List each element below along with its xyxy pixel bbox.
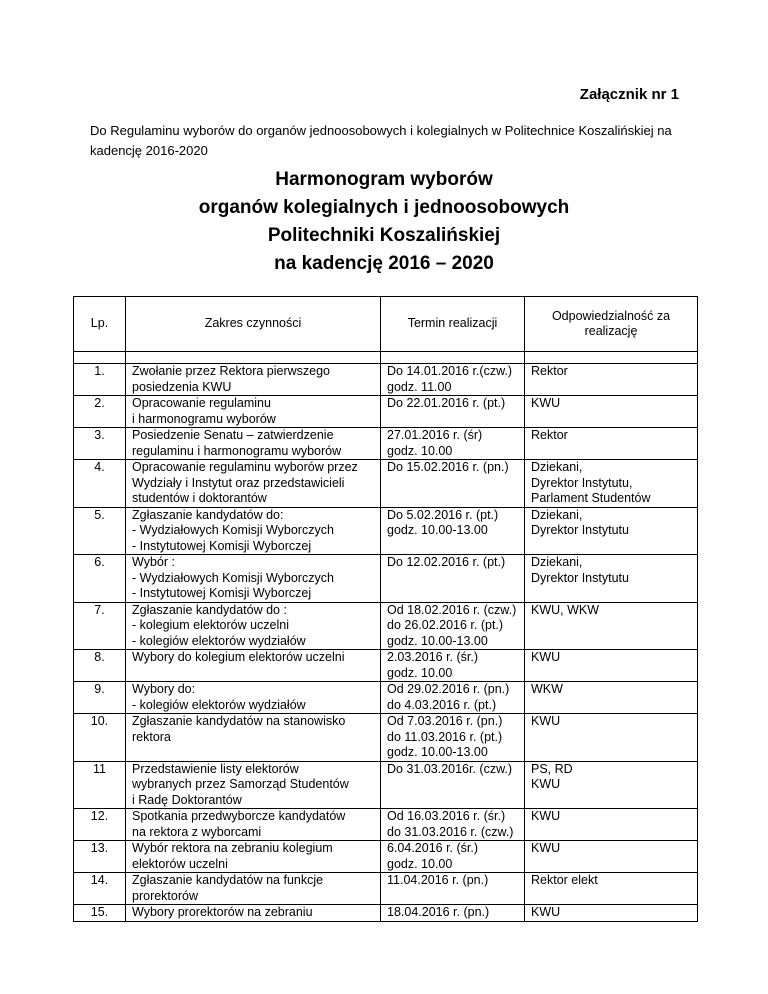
row-number: 4. — [74, 460, 126, 508]
row-task: Wybór : - Wydziałowych Komisji Wyborczych - Instytutowej Komisji Wyborczej — [126, 555, 381, 603]
header-responsibility: Odpowiedzialność za realizację — [525, 297, 698, 352]
row-date: Od 16.03.2016 r. (śr.) do 31.03.2016 r. (czw.) — [381, 809, 525, 841]
title-line: Harmonogram wyborów — [275, 169, 493, 190]
table-row — [74, 714, 698, 762]
row-task: Zgłaszanie kandydatów do : - kolegium elektorów uczelni - kolegiów elektorów wydziałów — [126, 602, 381, 650]
row-number: 14. — [74, 873, 126, 905]
row-number: 13. — [74, 841, 126, 873]
table-row — [74, 428, 698, 460]
header-date: Termin realizacji — [381, 297, 525, 352]
table-row — [74, 602, 698, 650]
table-row — [74, 761, 698, 809]
title-line: Politechniki Koszalińskiej — [267, 225, 501, 246]
row-number: 5. — [74, 507, 126, 555]
table-row — [74, 682, 698, 714]
row-number: 11 — [74, 761, 126, 809]
row-responsibility: Rektor — [525, 428, 698, 460]
document-subtitle: Do Regulaminu wyborów do organów jednoosobowych i kolegialnych w Politechnice Koszalińskiej na kadencję 2016-2020 — [90, 123, 672, 158]
title-line: na kadencję 2016 – 2020 — [274, 253, 494, 274]
row-task: Zgłaszanie kandydatów na funkcje prorektorów — [126, 873, 381, 905]
row-responsibility: PS, RD KWU — [525, 761, 698, 809]
row-task: Wybory do: - kolegiów elektorów wydziałów — [126, 682, 381, 714]
row-responsibility: KWU — [525, 841, 698, 873]
row-task: Spotkania przedwyborcze kandydatów na rektora z wyborcami — [126, 809, 381, 841]
row-responsibility: KWU — [525, 905, 698, 922]
row-responsibility: KWU — [525, 714, 698, 762]
header-task: Zakres czynności — [126, 297, 381, 352]
title-line: organów kolegialnych i jednoosobowych — [198, 197, 570, 218]
row-task: Wybory prorektorów na zebraniu — [126, 905, 381, 922]
row-responsibility: Rektor elekt — [525, 873, 698, 905]
row-date: 11.04.2016 r. (pn.) — [381, 873, 525, 905]
table-row — [74, 364, 698, 396]
row-responsibility: KWU — [525, 809, 698, 841]
table-row — [74, 507, 698, 555]
row-date: 18.04.2016 r. (pn.) — [381, 905, 525, 922]
row-task: Zgłaszanie kandydatów do: - Wydziałowych Komisji Wyborczych - Instytutowej Komisji Wyborczej — [126, 507, 381, 555]
table-row — [74, 905, 698, 922]
row-number: 2. — [74, 396, 126, 428]
row-responsibility: KWU — [525, 396, 698, 428]
row-date: Do 15.02.2016 r. (pn.) — [381, 460, 525, 508]
table-row — [74, 460, 698, 508]
table-row — [74, 841, 698, 873]
row-task: Wybór rektora na zebraniu kolegium elektorów uczelni — [126, 841, 381, 873]
row-number: 9. — [74, 682, 126, 714]
row-date: Od 7.03.2016 r. (pn.) do 11.03.2016 r. (pt.) godz. 10.00-13.00 — [381, 714, 525, 762]
row-date: Do 22.01.2016 r. (pt.) — [381, 396, 525, 428]
document-title — [0, 166, 768, 278]
row-date: Do 31.03.2016r. (czw.) — [381, 761, 525, 809]
row-number: 10. — [74, 714, 126, 762]
row-responsibility: Dziekani, Dyrektor Instytutu — [525, 555, 698, 603]
row-task: Opracowanie regulaminu wyborów przez Wydziały i Instytut oraz przedstawicieli studentów i doktorantów — [126, 460, 381, 508]
row-responsibility: KWU — [525, 650, 698, 682]
row-date: Do 5.02.2016 r. (pt.) godz. 10.00-13.00 — [381, 507, 525, 555]
table-row — [74, 650, 698, 682]
row-responsibility: KWU, WKW — [525, 602, 698, 650]
row-date: 27.01.2016 r. (śr) godz. 10.00 — [381, 428, 525, 460]
row-task: Zwołanie przez Rektora pierwszego posiedzenia KWU — [126, 364, 381, 396]
row-number: 3. — [74, 428, 126, 460]
row-number: 15. — [74, 905, 126, 922]
table-row — [74, 396, 698, 428]
row-number: 12. — [74, 809, 126, 841]
row-responsibility: Rektor — [525, 364, 698, 396]
row-task: Przedstawienie listy elektorów wybranych przez Samorząd Studentów i Radę Doktorantów — [126, 761, 381, 809]
table-row — [74, 809, 698, 841]
row-number: 1. — [74, 364, 126, 396]
row-responsibility: WKW — [525, 682, 698, 714]
row-date: Do 14.01.2016 r.(czw.) godz. 11.00 — [381, 364, 525, 396]
row-responsibility: Dziekani, Dyrektor Instytutu — [525, 507, 698, 555]
row-task: Posiedzenie Senatu – zatwierdzenie regulaminu i harmonogramu wyborów — [126, 428, 381, 460]
table-row — [74, 873, 698, 905]
row-date: Do 12.02.2016 r. (pt.) — [381, 555, 525, 603]
row-date: Od 18.02.2016 r. (czw.) do 26.02.2016 r. (pt.) godz. 10.00-13.00 — [381, 602, 525, 650]
table-row — [74, 555, 698, 603]
annex-label: Załącznik nr 1 — [579, 86, 679, 103]
row-date: Od 29.02.2016 r. (pn.) do 4.03.2016 r. (pt.) — [381, 682, 525, 714]
schedule-table — [73, 296, 698, 922]
row-task: Zgłaszanie kandydatów na stanowisko rektora — [126, 714, 381, 762]
row-number: 8. — [74, 650, 126, 682]
row-task: Wybory do kolegium elektorów uczelni — [126, 650, 381, 682]
row-number: 6. — [74, 555, 126, 603]
table-header-row — [74, 297, 698, 352]
row-date: 2.03.2016 r. (śr.) godz. 10.00 — [381, 650, 525, 682]
row-task: Opracowanie regulaminu i harmonogramu wyborów — [126, 396, 381, 428]
row-number: 7. — [74, 602, 126, 650]
header-lp: Lp. — [74, 297, 126, 352]
spacer-row — [74, 352, 698, 364]
row-responsibility: Dziekani, Dyrektor Instytutu, Parlament Studentów — [525, 460, 698, 508]
row-date: 6.04.2016 r. (śr.) godz. 10.00 — [381, 841, 525, 873]
